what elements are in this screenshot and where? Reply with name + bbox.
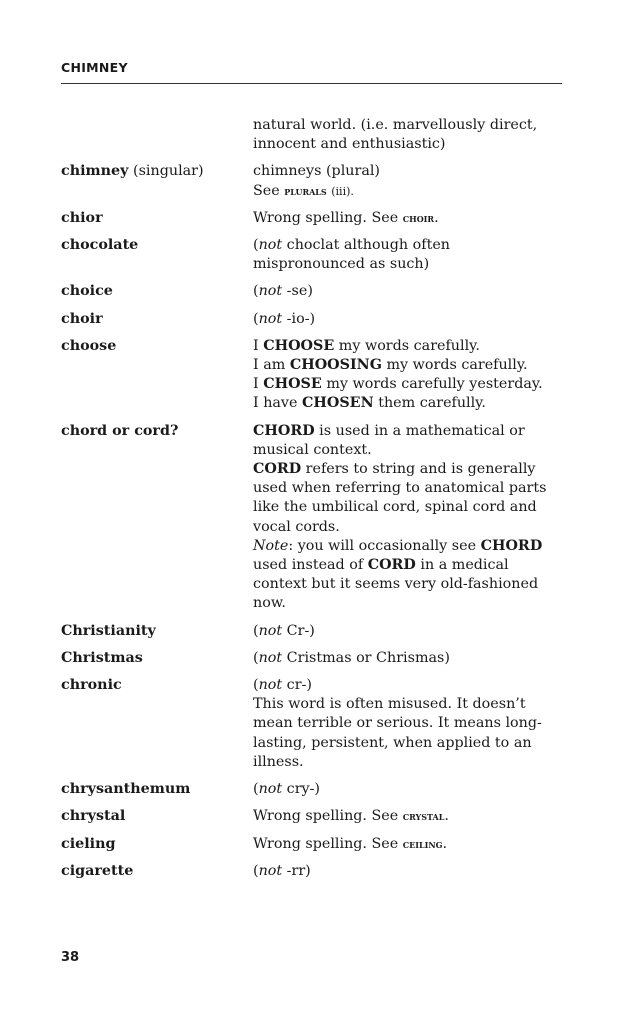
definition-line <box>253 807 551 826</box>
headword-text: chrystal <box>61 808 126 825</box>
definition-line: mean terrible or serious. It means long- <box>253 715 542 732</box>
headword <box>61 780 253 799</box>
headword-text: chimney <box>61 163 129 180</box>
definition-text: is used in a mathematical or <box>314 422 525 439</box>
definition-text: -io-) <box>282 310 316 327</box>
headword <box>61 236 253 274</box>
definition-text: I <box>253 376 264 393</box>
continuation-entry <box>61 116 551 154</box>
not-label: not <box>258 649 283 666</box>
definition <box>253 310 551 329</box>
cross-reference-section: (iii). <box>331 184 354 198</box>
emphasis: CORD <box>253 461 302 478</box>
definition-text: cry-) <box>282 781 321 798</box>
dictionary-entries <box>61 116 551 889</box>
definition-line <box>253 862 551 881</box>
definition-text: them carefully. <box>373 395 486 412</box>
emphasis: CHOOSING <box>289 357 382 374</box>
definition-text: ( <box>253 622 259 639</box>
not-label: not <box>258 862 283 879</box>
entry-choice <box>61 282 551 301</box>
definition-text: cr-) <box>282 677 312 694</box>
headword-text: chior <box>61 209 103 226</box>
headword <box>61 622 253 641</box>
definition <box>253 649 551 668</box>
headword-text: Christmas <box>61 649 143 666</box>
definition-text: I <box>253 337 264 354</box>
entry-chronic <box>61 676 551 772</box>
headword <box>61 310 253 329</box>
not-label: not <box>258 310 283 327</box>
definition-text: Wrong spelling. See <box>253 209 403 226</box>
definition-line <box>253 835 551 854</box>
definition <box>253 162 551 200</box>
definition-line: lasting, persistent, when applied to an <box>253 734 532 751</box>
definition <box>253 862 551 881</box>
definition-line: natural world. (i.e. marvellously direct, <box>253 117 538 133</box>
entry-cigarette <box>61 862 551 881</box>
definition-line: vocal cords. <box>253 518 340 535</box>
emphasis: CHOOSE <box>263 337 335 354</box>
cross-reference: choir <box>402 210 435 225</box>
definition-line: illness. <box>253 753 304 770</box>
definition-text: in a medical <box>415 557 509 574</box>
definition-line <box>253 537 551 556</box>
cross-reference: ceiling <box>402 836 443 851</box>
definition-line <box>253 337 551 356</box>
not-label: not <box>258 781 283 798</box>
emphasis: CHOSE <box>263 376 322 393</box>
entry-christianity <box>61 622 551 641</box>
definition-text: refers to string and is generally <box>301 461 536 478</box>
definition-line <box>253 182 551 201</box>
cross-reference: plurals <box>284 183 327 198</box>
definition-text: -se) <box>282 283 313 300</box>
definition-line: This word is often misused. It doesn’t <box>253 696 526 713</box>
entry-chimney <box>61 162 551 200</box>
definition <box>253 282 551 301</box>
emphasis: CHOSEN <box>302 395 374 412</box>
definition-text: my words carefully yesterday. <box>321 376 543 393</box>
not-label: not <box>258 622 283 639</box>
definition-line <box>253 780 551 799</box>
definition <box>253 337 551 414</box>
definition-line: now. <box>253 595 286 612</box>
entry-christmas <box>61 649 551 668</box>
definition-text: . <box>442 835 448 852</box>
definition-line: innocent and enthusiastic) <box>253 136 446 153</box>
entry-choir <box>61 310 551 329</box>
entry-chocolate <box>61 236 551 274</box>
definition-text: ( <box>253 649 259 666</box>
headword <box>61 422 253 614</box>
definition <box>253 116 551 154</box>
not-label: not <box>258 237 283 254</box>
definition-text: : you will occasionally see <box>288 537 481 554</box>
headword <box>61 807 253 826</box>
definition-line <box>253 460 551 479</box>
definition-text: Cristmas or Chrismas) <box>282 649 450 666</box>
definition <box>253 807 551 826</box>
definition-line <box>253 282 551 301</box>
definition <box>253 422 551 614</box>
definition-text: my words carefully. <box>381 357 528 374</box>
headword-text: choice <box>61 283 113 300</box>
headword-text: cieling <box>61 835 116 852</box>
definition <box>253 236 551 274</box>
definition-text: I have <box>253 395 303 412</box>
definition-text: ( <box>253 781 259 798</box>
headword-text: choose <box>61 337 117 354</box>
page-number: 38 <box>61 950 80 965</box>
definition <box>253 780 551 799</box>
definition <box>253 622 551 641</box>
headword-text: choir <box>61 310 103 327</box>
definition-line <box>253 394 551 413</box>
entry-chrystal <box>61 807 551 826</box>
definition-line <box>253 556 551 575</box>
definition-line <box>253 649 551 668</box>
not-label: not <box>258 283 283 300</box>
headword-text: chord or cord? <box>61 422 179 439</box>
definition-line <box>253 236 551 255</box>
headword <box>61 116 253 154</box>
headword-text: chrysanthemum <box>61 781 191 798</box>
definition-text: . <box>434 209 439 226</box>
entry-chrysanthemum <box>61 780 551 799</box>
definition-text: Wrong spelling. See <box>253 808 403 825</box>
header-rule <box>61 83 562 84</box>
definition-text: ( <box>253 862 259 879</box>
definition-line: used when referring to anatomical parts <box>253 480 547 497</box>
definition-text: used instead of <box>253 557 368 574</box>
definition-line <box>253 422 551 441</box>
cross-reference: crystal <box>402 809 445 824</box>
definition-line <box>253 375 551 394</box>
definition-text: I am <box>253 357 290 374</box>
definition-text: -rr) <box>282 862 311 879</box>
headword <box>61 676 253 772</box>
headword-text: chocolate <box>61 237 139 254</box>
definition-line: musical context. <box>253 441 372 458</box>
definition-text: Wrong spelling. See <box>253 835 403 852</box>
definition-line <box>253 622 551 641</box>
definition-line: mispronounced as such) <box>253 256 430 273</box>
headword <box>61 162 253 200</box>
definition-text: ( <box>253 283 259 300</box>
definition-line <box>253 209 551 228</box>
headword-text: cigarette <box>61 862 134 879</box>
definition <box>253 209 551 228</box>
definition-line <box>253 310 551 329</box>
entry-chord-or-cord <box>61 422 551 614</box>
headword <box>61 337 253 414</box>
headword <box>61 649 253 668</box>
definition-line <box>253 676 551 695</box>
running-head: CHIMNEY <box>61 60 128 75</box>
definition-text: ( <box>253 310 259 327</box>
headword <box>61 862 253 881</box>
definition-line: chimneys (plural) <box>253 163 380 180</box>
see-text: See <box>253 182 285 199</box>
entry-cieling <box>61 835 551 854</box>
note-label: Note <box>253 537 289 554</box>
definition <box>253 676 551 772</box>
headword <box>61 835 253 854</box>
definition-line <box>253 356 551 375</box>
entry-choose <box>61 337 551 414</box>
headword <box>61 209 253 228</box>
headword-text: Christianity <box>61 622 156 639</box>
definition-text: ( <box>253 677 259 694</box>
emphasis: CHORD <box>480 537 543 554</box>
entry-chior <box>61 209 551 228</box>
definition-text: . <box>444 808 449 825</box>
headword-qualifier: (singular) <box>133 163 204 180</box>
headword-text: chronic <box>61 677 122 694</box>
not-label: not <box>258 677 283 694</box>
definition-text: choclat although often <box>282 237 450 254</box>
definition-line: like the umbilical cord, spinal cord and <box>253 499 537 516</box>
headword <box>61 282 253 301</box>
definition-text: ( <box>253 237 259 254</box>
definition-text: Cr-) <box>282 622 315 639</box>
emphasis: CHORD <box>253 422 315 439</box>
definition-line: context but it seems very old-fashioned <box>253 576 539 593</box>
definition <box>253 835 551 854</box>
emphasis: CORD <box>367 557 416 574</box>
definition-text: my words carefully. <box>334 337 480 354</box>
